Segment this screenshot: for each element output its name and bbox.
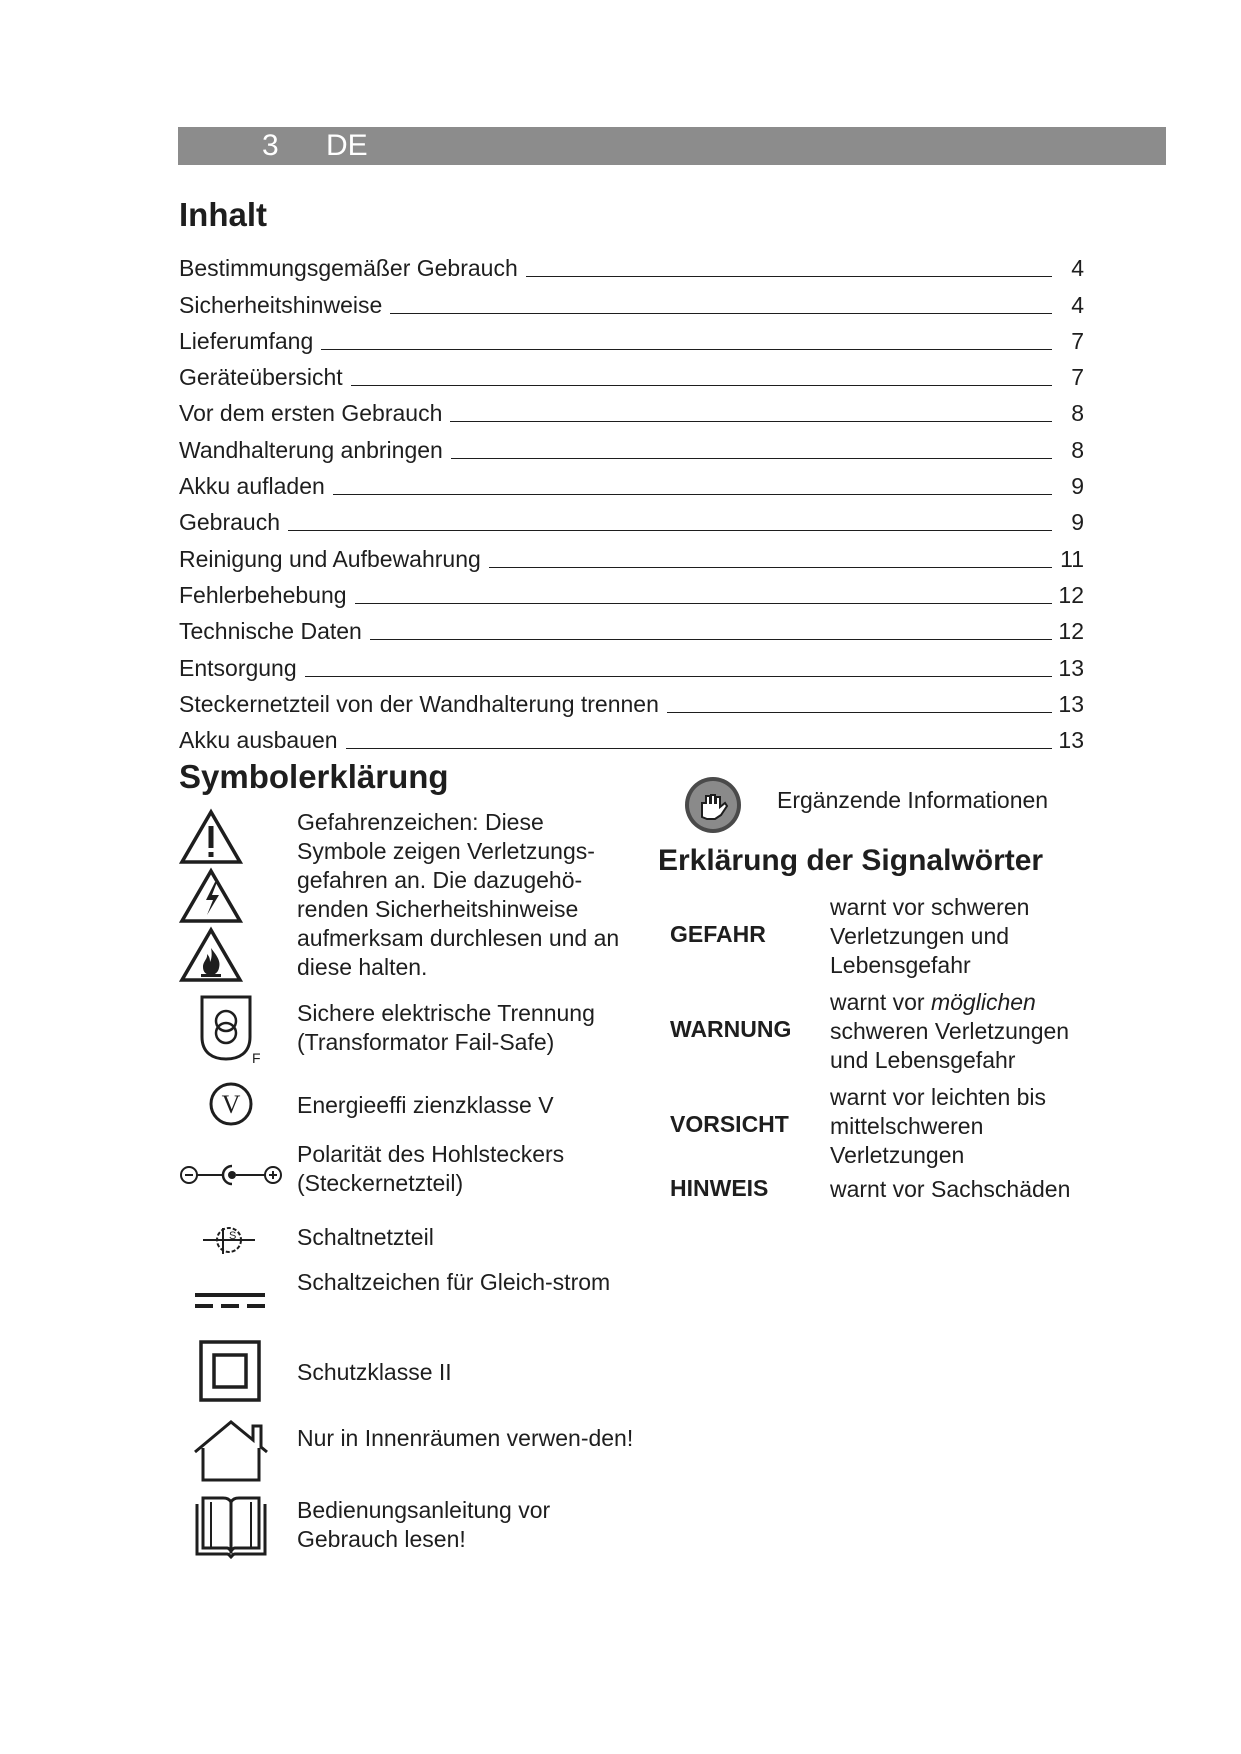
toc-entry[interactable] [179, 355, 1084, 391]
toc-page: 13 [1058, 727, 1084, 754]
toc-label: Entsorgung [179, 654, 297, 681]
language-code: DE [326, 129, 368, 162]
toc-label: Fehlerbehebung [179, 581, 347, 608]
toc-label: Wandhalterung anbringen [179, 436, 443, 463]
toc-label: Sicherheitshinweise [179, 291, 383, 318]
page-header-bar [178, 127, 1166, 165]
symbols-title: Symbolerklärung [179, 758, 449, 795]
toc-label: Lieferumfang [179, 327, 314, 354]
symbol-entry [179, 1218, 639, 1264]
signal-word-description: warnt vor schweren Verletzungen und Lebensgefahr [830, 894, 1030, 978]
toc-label: Bestimmungsgemäßer Gebrauch [179, 255, 518, 282]
toc-leader-line [346, 748, 1052, 749]
signal-word-description: warnt vor leichten bis mittelschweren Verletzungen [830, 1084, 1047, 1168]
symbol-description: Schaltnetzteil [297, 1224, 434, 1250]
transformer-icon-letter: F [252, 1050, 261, 1065]
symbol-description: Polarität des Hohlsteckers (Steckernetzteil) [297, 1141, 565, 1196]
table-of-contents [179, 246, 1084, 754]
toc-page: 8 [1071, 400, 1084, 427]
toc-entry[interactable] [179, 609, 1084, 645]
toc-leader-line [450, 421, 1052, 422]
signal-word-entry [670, 1083, 1100, 1173]
toc-label: Gebrauch [179, 509, 281, 536]
symbol-entry [179, 1140, 639, 1204]
toc-leader-line [305, 676, 1052, 677]
toc-page: 4 [1071, 255, 1084, 282]
energy-class-v-icon [207, 1080, 255, 1133]
toc-leader-line [288, 530, 1052, 531]
toc-leader-line [370, 639, 1052, 640]
toc-page: 9 [1071, 473, 1084, 500]
toc-label: Reinigung und Aufbewahrung [179, 545, 481, 572]
symbol-entry [179, 1340, 639, 1406]
indoor-house-icon [191, 1418, 271, 1489]
info-description: Ergänzende Informationen [777, 787, 1049, 813]
toc-leader-line [451, 458, 1052, 459]
toc-entry[interactable] [179, 246, 1084, 282]
toc-label: Technische Daten [179, 618, 362, 645]
toc-label: Steckernetzteil von der Wandhalterung trennen [179, 690, 659, 717]
signal-word-description [830, 988, 1100, 1075]
toc-leader-line [321, 349, 1052, 350]
energy-class-letter: V [221, 1090, 241, 1119]
toc-entry[interactable] [179, 391, 1084, 427]
toc-leader-line [351, 385, 1052, 386]
signal-word-entry [670, 988, 1100, 1078]
signal-word-description: warnt vor Sachschäden [830, 1176, 1071, 1202]
toc-entry[interactable] [179, 282, 1084, 318]
toc-entry[interactable] [179, 682, 1084, 718]
toc-entry[interactable] [179, 645, 1084, 681]
toc-page: 11 [1060, 545, 1084, 572]
toc-entry[interactable] [179, 500, 1084, 536]
toc-leader-line [667, 712, 1052, 713]
warning-triangle-icons [179, 808, 243, 993]
warning-exclamation-icon [182, 812, 240, 862]
symbol-description: Schaltzeichen für Gleich-strom [297, 1269, 611, 1295]
toc-label: Vor dem ersten Gebrauch [179, 400, 443, 427]
hand-info-icon [683, 775, 743, 840]
manual-book-icon [193, 1494, 269, 1565]
symbol-description: Energieeffi zienzklasse V [297, 1092, 554, 1118]
toc-leader-line [489, 567, 1052, 568]
signal-words-title: Erklärung der Signalwörter [658, 844, 1044, 877]
safety-transformer-icon [197, 993, 267, 1070]
toc-page: 9 [1071, 509, 1084, 536]
toc-page: 7 [1071, 327, 1084, 354]
desc-prefix: warnt vor [830, 989, 931, 1015]
toc-leader-line [355, 603, 1052, 604]
toc-label: Geräteübersicht [179, 364, 343, 391]
toc-entry[interactable] [179, 319, 1084, 355]
signal-word-entry [670, 1175, 1100, 1209]
desc-emphasis: möglichen [930, 989, 1036, 1015]
warning-electric-icon [182, 871, 240, 921]
direct-current-icon [195, 1290, 267, 1319]
toc-page: 4 [1071, 291, 1084, 318]
toc-title: Inhalt [179, 196, 267, 233]
signal-word: VORSICHT [670, 1111, 789, 1137]
symbol-description: Sichere elektrische Trennung (Transformator Fail-Safe) [297, 1000, 595, 1055]
toc-leader-line [390, 313, 1052, 314]
toc-label: Akku ausbauen [179, 727, 338, 754]
symbol-description: Bedienungsanleitung vor Gebrauch lesen! [297, 1497, 551, 1552]
signal-word-entry [670, 893, 1100, 983]
toc-page: 7 [1071, 364, 1084, 391]
symbol-description: Nur in Innenräumen verwen-den! [297, 1425, 634, 1451]
toc-page: 8 [1071, 436, 1084, 463]
toc-page: 13 [1058, 690, 1084, 717]
signal-word: GEFAHR [670, 921, 766, 947]
toc-label: Akku aufladen [179, 473, 325, 500]
symbol-entry [179, 993, 639, 1063]
toc-page: 13 [1058, 654, 1084, 681]
symbol-entry [179, 1418, 639, 1488]
symbol-entry [179, 1494, 639, 1564]
toc-page: 12 [1058, 618, 1084, 645]
toc-leader-line [526, 276, 1052, 277]
symbol-entry [179, 1080, 639, 1130]
toc-entry[interactable] [179, 573, 1084, 609]
symbol-description: Gefahrenzeichen: Diese Symbole zeigen Verletzungs-gefahren an. Die dazugehö-renden Sicherheitshinweise aufmerksam durchlesen und an diese halten. [297, 809, 620, 980]
toc-entry[interactable] [179, 464, 1084, 500]
protection-class-ii-icon [199, 1340, 263, 1409]
symbol-entry [179, 1268, 639, 1334]
toc-entry[interactable] [179, 718, 1084, 754]
toc-leader-line [333, 494, 1052, 495]
symbol-entry [179, 808, 639, 988]
psu-icon-letter: S [229, 1230, 237, 1242]
signal-word: WARNUNG [670, 1016, 792, 1042]
switch-mode-psu-icon [201, 1218, 265, 1267]
page-number: 3 [262, 129, 279, 162]
signal-word: HINWEIS [670, 1175, 769, 1201]
symbol-description: Schutzklasse II [297, 1359, 452, 1385]
desc-suffix: schweren Verletzungen und Lebensgefahr [830, 1018, 1070, 1073]
toc-page: 12 [1058, 581, 1084, 608]
warning-fire-icon [182, 930, 240, 980]
toc-entry[interactable] [179, 536, 1084, 572]
polarity-icon [179, 1160, 285, 1195]
toc-entry[interactable] [179, 427, 1084, 463]
